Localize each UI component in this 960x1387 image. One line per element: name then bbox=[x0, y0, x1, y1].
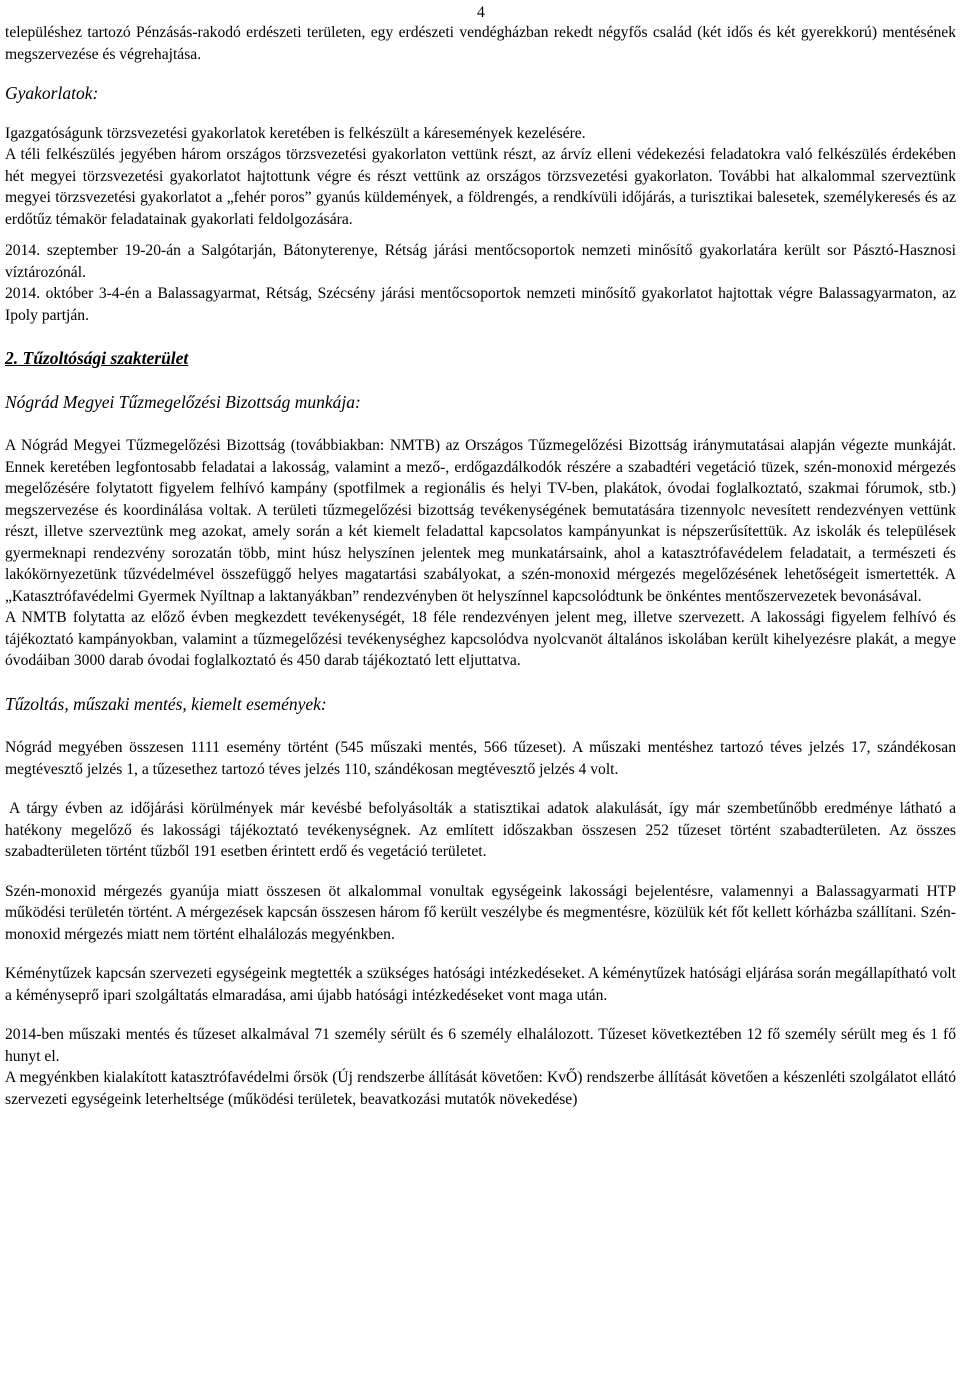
events-heading: Tűzoltás, műszaki mentés, kiemelt események: bbox=[5, 693, 327, 714]
events-paragraph-6: A megyénkben kialakított katasztrófavédelmi őrsök (Új rendszerbe állítását követően: KvŐ) rendszerbe állítását követően a készenléti szolgálatot ellátó szervezeti egységeink leterheltsége (működési területek, beavatkozási mutatók növekedése) bbox=[5, 1069, 956, 1108]
section-number: 2. bbox=[5, 348, 19, 368]
gyakorlatok-paragraph-1: Igazgatóságunk törzsvezetési gyakorlatok keretében is felkészült a káresemények kezelésére. bbox=[5, 124, 586, 142]
document-page bbox=[5, 0, 956, 1110]
nmtb-paragraph-1: A Nógrád Megyei Tűzmegelőzési Bizottság (továbbiakban: NMTB) az Országos Tűzmegelőzési Bizottság iránymutatásai alapján végezte munkáját. Ennek keretében legfontosabb feladatai a lakosság, valamint a mező-, erdőgazdálkodók részére a szabadtéri vegetáció tüzek, szén-monoxid mérgezés megelőzésére folytatott figyelem felhívó kampány (spotfilmek a regionális és helyi TV-ben, plakátok, óvodai foglalkoztató, szakmai fórumok, stb.) megszervezése és koordinálása voltak. A területi tűzmegelőzési bizottság tevékenységének bemutatására tizennyolc nevesített rendezvényen vettünk részt, illetve szerveztünk meg azokat, amely során a két kiemelt feladattal kapcsolatos kampányunkat is népszerűsítettük. Az iskolák és települések gyermeknapi rendezvény sorozatán több, mint húsz helyszínen jelentek meg munkatársaink, ahol a katasztrófavédelem feladatait, a természeti és lakókörnyezetünk tűzvédelmével összefüggő helyes magatartási szabályokat, a szén-monoxid mérgezés megelőzésének lehetőségeit ismertették. A „Katasztrófavédelmi Gyermek Nyíltnap a laktanyákban” rendezvényben öt helyszínnel kapcsolódtunk be önkéntes mentőszervezetek bevonásával. bbox=[5, 437, 956, 605]
section-title: Tűzoltósági szakterület bbox=[22, 348, 189, 368]
events-paragraph-1: Nógrád megyében összesen 1111 esemény történt (545 műszaki mentés, 566 tűzeset). A műszaki mentéshez tartozó téves jelzés 17, szándékosan megtévesztő jelzés 1, a tűzesethez tartozó téves jelzés 110, szándékosan megtévesztő jelzés 4 volt. bbox=[5, 739, 956, 778]
page-number: 4 bbox=[477, 4, 485, 21]
gyakorlatok-paragraph-3: 2014. szeptember 19-20-án a Salgótarján, Bátonyterenye, Rétság járási mentőcsoportok nemzeti minősítő gyakorlatára került sor Pásztó-Hasznosi víztározónál. bbox=[5, 242, 956, 281]
gyakorlatok-heading: Gyakorlatok: bbox=[5, 83, 99, 103]
gyakorlatok-paragraph-2: A téli felkészülés jegyében három országos törzsvezetési gyakorlaton vettünk részt, az árvíz elleni védekezési feladatokra való felkészülés érdekében hét megyei törzsvezetési gyakorlatot hajtottunk végre és részt vettünk az országos törzsvezetési gyakorlaton. További hat alkalommal szerveztünk megyei törzsvezetési gyakorlatot a „fehér poros” gyanús küldemények, a földrengés, a rendkívüli időjárás, a turisztikai balesetek, személykeresés és az erdőtűz témakör feladatainak gyakorlati feldolgozására. bbox=[5, 146, 956, 228]
events-paragraph-4: Kéménytűzek kapcsán szervezeti egységeink megtették a szükséges hatósági intézkedéseket. A kéménytűzek hatósági eljárása során megállapítható volt a kéményseprő ipari szolgáltatás elmaradása, ami újabb hatósági intézkedéseket vont maga után. bbox=[5, 965, 956, 1004]
nmtb-heading: Nógrád Megyei Tűzmegelőzési Bizottság munkája: bbox=[5, 391, 361, 412]
intro-paragraph: településhez tartozó Pénzásás-rakodó erdészeti területen, egy erdészeti vendégházban rekedt négyfős család (két idős és két gyerekkorú) mentésének megszervezése és végrehajtása. bbox=[5, 24, 956, 63]
events-paragraph-5: 2014-ben műszaki mentés és tűzeset alkalmával 71 személy sérült és 6 személy elhalálozott. Tűzeset következtében 12 fő személy sérült meg és 1 fő hunyt el. bbox=[5, 1026, 956, 1065]
section-heading bbox=[5, 348, 956, 370]
events-paragraph-2: A tárgy évben az időjárási körülmények már kevésbé befolyásolták a statisztikai adatok alakulását, így már szembetűnőbb eredménye látható a hatékony megelőző és lakossági tájékoztató tevékenységnek. Az említett időszakban összesen 252 tűzeset történt szabadterületen. Az összes szabadterületen történt tűzből 191 esetben érintett erdő és vegetáció területet. bbox=[5, 800, 956, 860]
nmtb-paragraph-2: A NMTB folytatta az előző évben megkezdett tevékenységét, 18 féle rendezvényen jelent meg, illetve szervezett. A lakossági figyelem felhívó és tájékoztató kampányokban, valamint a tűzmegelőzési tevékenységhez kapcsolódva nyolcvanöt általános iskolában került kihelyezésre plakát, a megye óvodáiban 3000 darab óvodai foglalkoztató és 450 darab tájékoztató lett eljuttatva. bbox=[5, 609, 956, 669]
events-paragraph-3: Szén-monoxid mérgezés gyanúja miatt összesen öt alkalommal vonultak egységeink lakossági bejelentésre, valamennyi a Balassagyarmati HTP működési területén történt. A mérgezések kapcsán összesen három fő került veszélybe és megmentésre, közülük két főt kellett kórházba szállítani. Szén-monoxid mérgezés miatt nem történt elhalálozás megyénkben. bbox=[5, 882, 956, 943]
gyakorlatok-paragraph-4: 2014. október 3-4-én a Balassagyarmat, Rétság, Szécsény járási mentőcsoportok nemzeti minősítő gyakorlatot hajtottak végre Balassagyarmaton, az Ipoly partján. bbox=[5, 285, 956, 324]
